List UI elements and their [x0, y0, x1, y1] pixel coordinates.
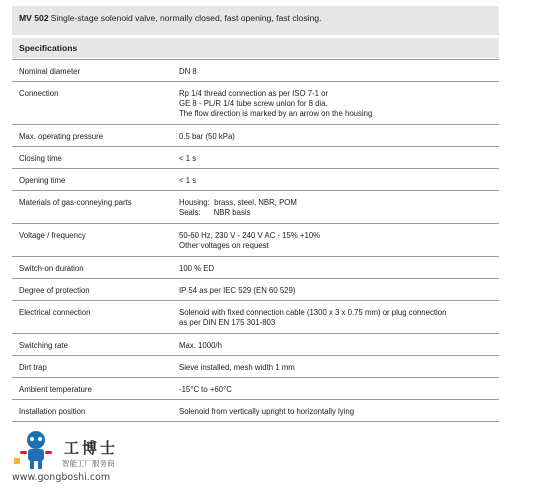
spec-label-cell	[12, 334, 179, 356]
spec-value-cell	[179, 191, 499, 224]
spec-value-cell	[179, 301, 499, 334]
spec-row	[12, 169, 499, 191]
spec-value-cell	[179, 60, 499, 82]
spec-label: Materials of gas-conneying parts	[19, 198, 132, 207]
spec-label-cell	[12, 378, 179, 400]
spec-row	[12, 191, 499, 224]
spec-value-cell	[179, 378, 499, 400]
spec-label: Connection	[19, 89, 59, 98]
spec-label: Degree of protection	[19, 286, 90, 295]
spec-value-line: Solenoid from vertically upright to horizontally lying	[179, 407, 355, 416]
spec-value-cell	[179, 279, 499, 301]
spec-value-cell	[179, 169, 499, 191]
watermark-logo	[10, 428, 140, 490]
spec-row	[12, 334, 499, 356]
spec-value-line: IP 54 as per IEC 529 (EN 60 529)	[179, 286, 296, 295]
watermark-subtitle: 智能工厂服务商	[62, 459, 115, 468]
product-header	[12, 6, 499, 35]
spec-label-cell	[12, 301, 179, 334]
spec-value-line: Housing: brass, steel, NBR, POM	[179, 198, 297, 207]
spec-label-cell	[12, 400, 179, 422]
spec-row	[12, 257, 499, 279]
specifications-header	[12, 38, 499, 58]
spec-label-cell	[12, 60, 179, 82]
spec-row	[12, 60, 499, 82]
spec-label-cell	[12, 82, 179, 125]
spec-value-line: 50-60 Hz, 230 V - 240 V AC - 15% +10%	[179, 231, 321, 240]
spec-value-cell	[179, 334, 499, 356]
spec-value-line: Sieve installed, mesh width 1 mm	[179, 363, 295, 372]
spec-value-line: -15°C to +60°C	[179, 385, 232, 394]
spec-row	[12, 125, 499, 147]
spec-label: Installation position	[19, 407, 86, 416]
spec-value-line: The flow direction is marked by an arrow on the housing	[179, 109, 373, 119]
robot-mascot-icon	[10, 428, 62, 472]
spec-value-line: Other voltages on request	[179, 241, 269, 251]
spec-row	[12, 301, 499, 334]
spec-label-cell	[12, 191, 179, 224]
specifications-table	[12, 59, 499, 422]
spec-label-cell	[12, 125, 179, 147]
spec-value-line: as per DIN EN 175 301-803	[179, 318, 276, 328]
spec-label-cell	[12, 224, 179, 257]
spec-label: Nominal diameter	[19, 67, 81, 76]
spec-value-cell	[179, 147, 499, 169]
spec-value-line: 0.5 bar (50 kPa)	[179, 132, 235, 141]
spec-label: Electrical connection	[19, 308, 91, 317]
spec-label: Ambient temperature	[19, 385, 92, 394]
spec-value-line: 100 % ED	[179, 264, 215, 273]
watermark-url: www.gongboshi.com	[12, 472, 111, 483]
spec-value-line: DN 8	[179, 67, 197, 76]
spec-row	[12, 82, 499, 125]
spec-value-line: < 1 s	[179, 176, 197, 185]
specifications-title: Specifications	[19, 43, 78, 53]
spec-label-cell	[12, 279, 179, 301]
spec-row	[12, 378, 499, 400]
spec-row	[12, 356, 499, 378]
spec-label: Voltage / frequency	[19, 231, 86, 240]
spec-value-cell	[179, 356, 499, 378]
spec-value-line: Seals: NBR basis	[179, 208, 251, 218]
spec-label: Dirt trap	[19, 363, 47, 372]
product-description: Single-stage solenoid valve, normally closed, fast opening, fast closing.	[50, 13, 322, 23]
spec-label: Switch-on duration	[19, 264, 84, 273]
spec-label: Max. operating pressure	[19, 132, 104, 141]
spec-value-cell	[179, 125, 499, 147]
spec-value-line: Solenoid with fixed connection cable (1300 x 3 x 0.75 mm) or plug connection	[179, 308, 447, 317]
spec-row	[12, 400, 499, 422]
spec-value-line: Rp 1/4 thread connection as per ISO 7-1 or	[179, 89, 329, 98]
spec-label: Closing time	[19, 154, 62, 163]
spec-label: Switching rate	[19, 341, 68, 350]
spec-label-cell	[12, 257, 179, 279]
spec-label-cell	[12, 147, 179, 169]
product-header-text	[19, 13, 321, 23]
spec-row	[12, 147, 499, 169]
watermark-brand-name: 工博士	[64, 439, 119, 457]
spec-label-cell	[12, 356, 179, 378]
spec-value-line: < 1 s	[179, 154, 197, 163]
spec-value-line: Max. 1000/h	[179, 341, 222, 350]
spec-value-line: GE 8 - PL/R 1/4 tube screw union for 8 dia.	[179, 99, 328, 109]
spec-value-cell	[179, 82, 499, 125]
spec-row	[12, 279, 499, 301]
spec-label-cell	[12, 169, 179, 191]
spec-label: Opening time	[19, 176, 66, 185]
spec-value-cell	[179, 400, 499, 422]
spec-row	[12, 224, 499, 257]
model-number: MV 502	[19, 13, 49, 23]
spec-value-cell	[179, 257, 499, 279]
spec-value-cell	[179, 224, 499, 257]
